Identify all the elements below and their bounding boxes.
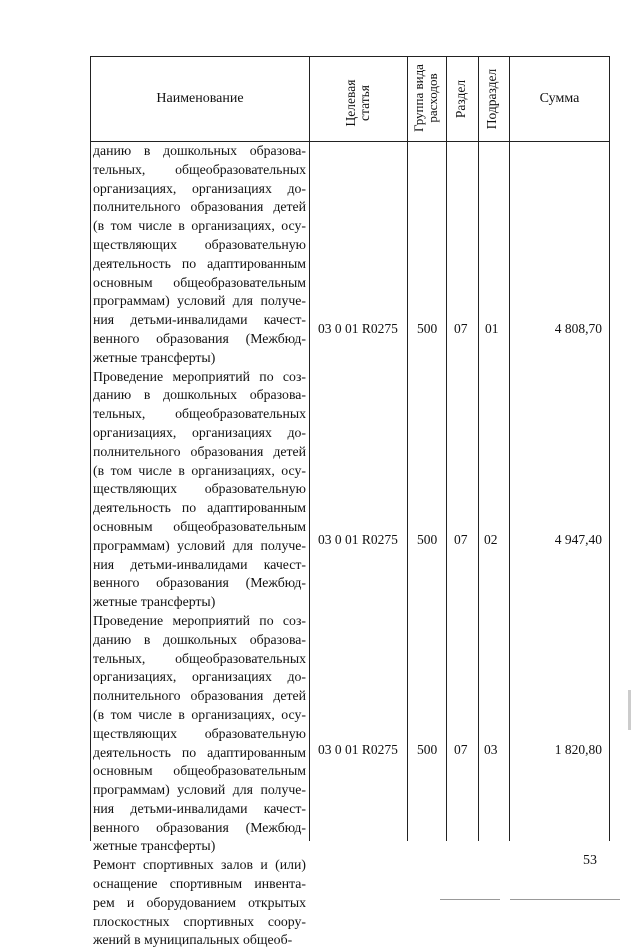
description-line: программам) условий для получе- [93,293,306,309]
description-line: венного образования (Межбюд- [93,819,306,835]
description-line: полнительного образования детей [93,443,306,459]
col-divider-target [309,56,310,841]
header-section [454,69,470,129]
description-line: организациях, организациях до- [93,669,306,685]
header-section-text: Раздел [453,79,468,119]
description-line: Ремонт спортивных залов и (или) [93,857,306,873]
description-line: (в том числе в организациях, осу- [93,706,306,722]
description-line: данию в дошкольных образова- [93,631,306,647]
row1-group: 500 [417,321,438,336]
header-subsection-text: Подраздел [484,68,499,130]
description-line: плоскостных спортивных соору- [93,913,306,929]
header-group [412,59,442,137]
description-line: ния детьми-инвалидами качест- [93,800,306,816]
col-divider-section [446,56,447,841]
description-line: (в том числе в организациях, осу- [93,218,306,234]
description-line: тельных, общеобразовательных [93,161,306,177]
description-line: организациях, организациях до- [93,180,306,196]
row3-sum: 1 820,80 [554,742,602,757]
description-column [93,142,306,950]
row1-subsection: 01 [485,321,499,336]
description-line: основным общеобразовательным [93,274,306,290]
row1-sum: 4 808,70 [554,321,602,336]
description-line: ществляющих образовательную [93,725,306,741]
description-line: деятельность по адаптированным [93,255,306,271]
description-line: полнительного образования детей [93,199,306,215]
description-line: жетные трансферты) [93,594,216,610]
header-name-text: Наименование [156,91,244,106]
description-line: организациях, организациях до- [93,424,306,440]
header-name [91,57,309,141]
header-target [344,63,374,143]
description-line: деятельность по адаптированным [93,500,306,516]
description-line: Проведение мероприятий по соз- [93,368,306,384]
description-line: жетные трансферты) [93,838,216,854]
col-divider-sum [509,56,510,841]
description-line: венного образования (Межбюд- [93,575,306,591]
col-divider-subsection [478,56,479,841]
row3-subsection: 03 [484,742,498,757]
row2-subsection: 02 [484,532,498,547]
row3-target: 03 0 01 R0275 [318,742,398,757]
row2-section: 07 [454,532,468,547]
row2-target: 03 0 01 R0275 [318,532,398,547]
description-line: программам) условий для получе- [93,782,306,798]
row3-group: 500 [417,742,438,757]
header-sum-text: Сумма [539,91,580,106]
table-right-border [609,56,610,841]
description-line: венного образования (Межбюд- [93,330,306,346]
description-line: жетные трансферты) [93,349,216,365]
description-line: жений в муниципальных общеоб- [93,932,293,948]
description-line: (в том числе в организациях, осу- [93,462,306,478]
row1-target: 03 0 01 R0275 [318,321,398,336]
description-line: оснащение спортивным инвента- [93,876,306,892]
row2-sum: 4 947,40 [554,532,602,547]
page-number: 53 [583,853,597,868]
description-line: ния детьми-инвалидами качест- [93,312,306,328]
scan-artifact [628,690,631,730]
description-line: программам) условий для получе- [93,537,306,553]
description-line: деятельность по адаптированным [93,744,306,760]
scan-artifact [510,899,620,900]
description-line: ществляющих образовательную [93,236,306,252]
description-line: основным общеобразовательным [93,518,306,534]
description-line: данию в дошкольных образова- [93,387,306,403]
row3-section: 07 [454,742,468,757]
row1-section: 07 [454,321,468,336]
table-left-border [90,56,91,841]
scan-artifact [440,899,500,900]
header-subsection [485,58,501,140]
header-target-line1: Целевая [343,79,358,127]
description-line: тельных, общеобразовательных [93,650,306,666]
description-line: ния детьми-инвалидами качест- [93,556,306,572]
description-line: Проведение мероприятий по соз- [93,612,306,628]
description-line: полнительного образования детей [93,688,306,704]
description-line: основным общеобразовательным [93,763,306,779]
header-group-line2: расходов [424,73,440,123]
description-line: тельных, общеобразовательных [93,406,306,422]
row2-group: 500 [417,532,438,547]
description-line: рем и оборудованием открытых [93,894,306,910]
header-target-line2: статья [357,85,372,121]
header-group-line1: Группа вида [411,64,426,132]
description-line: ществляющих образовательную [93,481,306,497]
description-line: данию в дошкольных образова- [93,143,306,158]
col-divider-group [407,56,408,841]
header-sum [510,57,609,141]
